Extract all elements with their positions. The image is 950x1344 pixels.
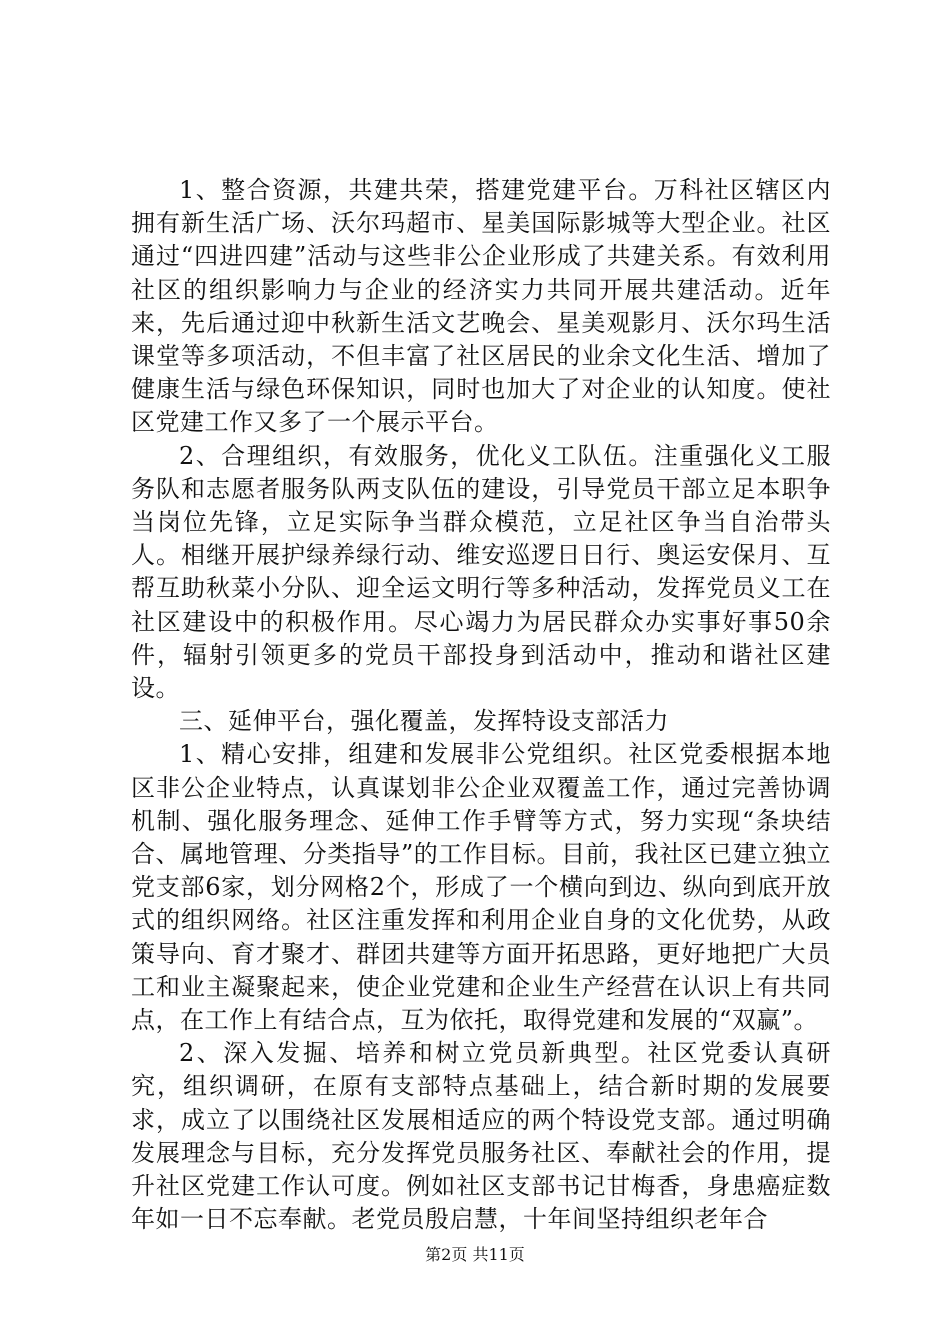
document-body (131, 174, 831, 1237)
page-number-footer: 第2页 共11页 (425, 1245, 525, 1264)
section-heading-three: 三、延伸平台，强化覆盖，发挥特设支部活力 (179, 707, 669, 736)
paragraph-non-public-party-org: 1、精心安排，组建和发展非公党组织。社区党委根据本地区非公企业特点，认真谋划非公企业双覆盖工作，通过完善协调机制、强化服务理念、延伸工作手臂等方式，努力实现“条块结合、属地管理、分类指导”的工作目标。目前，我社区已建立独立党支部6家，划分网格2个，形成了一个横向到边、纵向到底开放式的组织网络。社区注重发挥和利用企业自身的文化优势，从政策导向、育才聚才、群团共建等方面开拓思路，更好地把广大员工和业主凝聚起来，使企业党建和企业生产经营在认识上有共同点，在工作上有结合点，互为依托，取得党建和发展的“双赢”。 (131, 740, 831, 1035)
paragraph-resource-integration: 1、整合资源，共建共荣，搭建党建平台。万科社区辖区内拥有新生活广场、沃尔玛超市、星美国际影城等大型企业。社区通过“四进四建”活动与这些非公企业形成了共建关系。有效利用社区的组织影响力与企业的经济实力共同开展共建活动。近年来，先后通过迎中秋新生活文艺晚会、星美观影月、沃尔玛生活课堂等多项活动，不但丰富了社区居民的业余文化生活、增加了健康生活与绿色环保知识，同时也加大了对企业的认知度。使社区党建工作又多了一个展示平台。 (131, 176, 831, 437)
paragraph-volunteer-team: 2、合理组织，有效服务，优化义工队伍。注重强化义工服务队和志愿者服务队两支队伍的建设，引导党员干部立足本职争当岗位先锋，立足实际争当群众模范，立足社区争当自治带头人。相继开展护绿养绿行动、维安巡逻日日行、奥运安保月、互帮互助秋菜小分队、迎全运文明行等多种活动，发挥党员义工在社区建设中的积极作用。尽心竭力为居民群众办实事好事50余件，辐射引领更多的党员干部投身到活动中，推动和谐社区建设。 (131, 441, 831, 703)
paragraph-model-members: 2、深入发掘、培养和树立党员新典型。社区党委认真研究，组织调研，在原有支部特点基础上，结合新时期的发展要求，成立了以围绕社区发展相适应的两个特设党支部。通过明确发展理念与目标，充分发挥党员服务社区、奉献社会的作用，提升社区党建工作认可度。例如社区支部书记甘梅香，身患癌症数年如一日不忘奉献。老党员殷启慧，十年间坚持组织老年合 (131, 1039, 831, 1234)
